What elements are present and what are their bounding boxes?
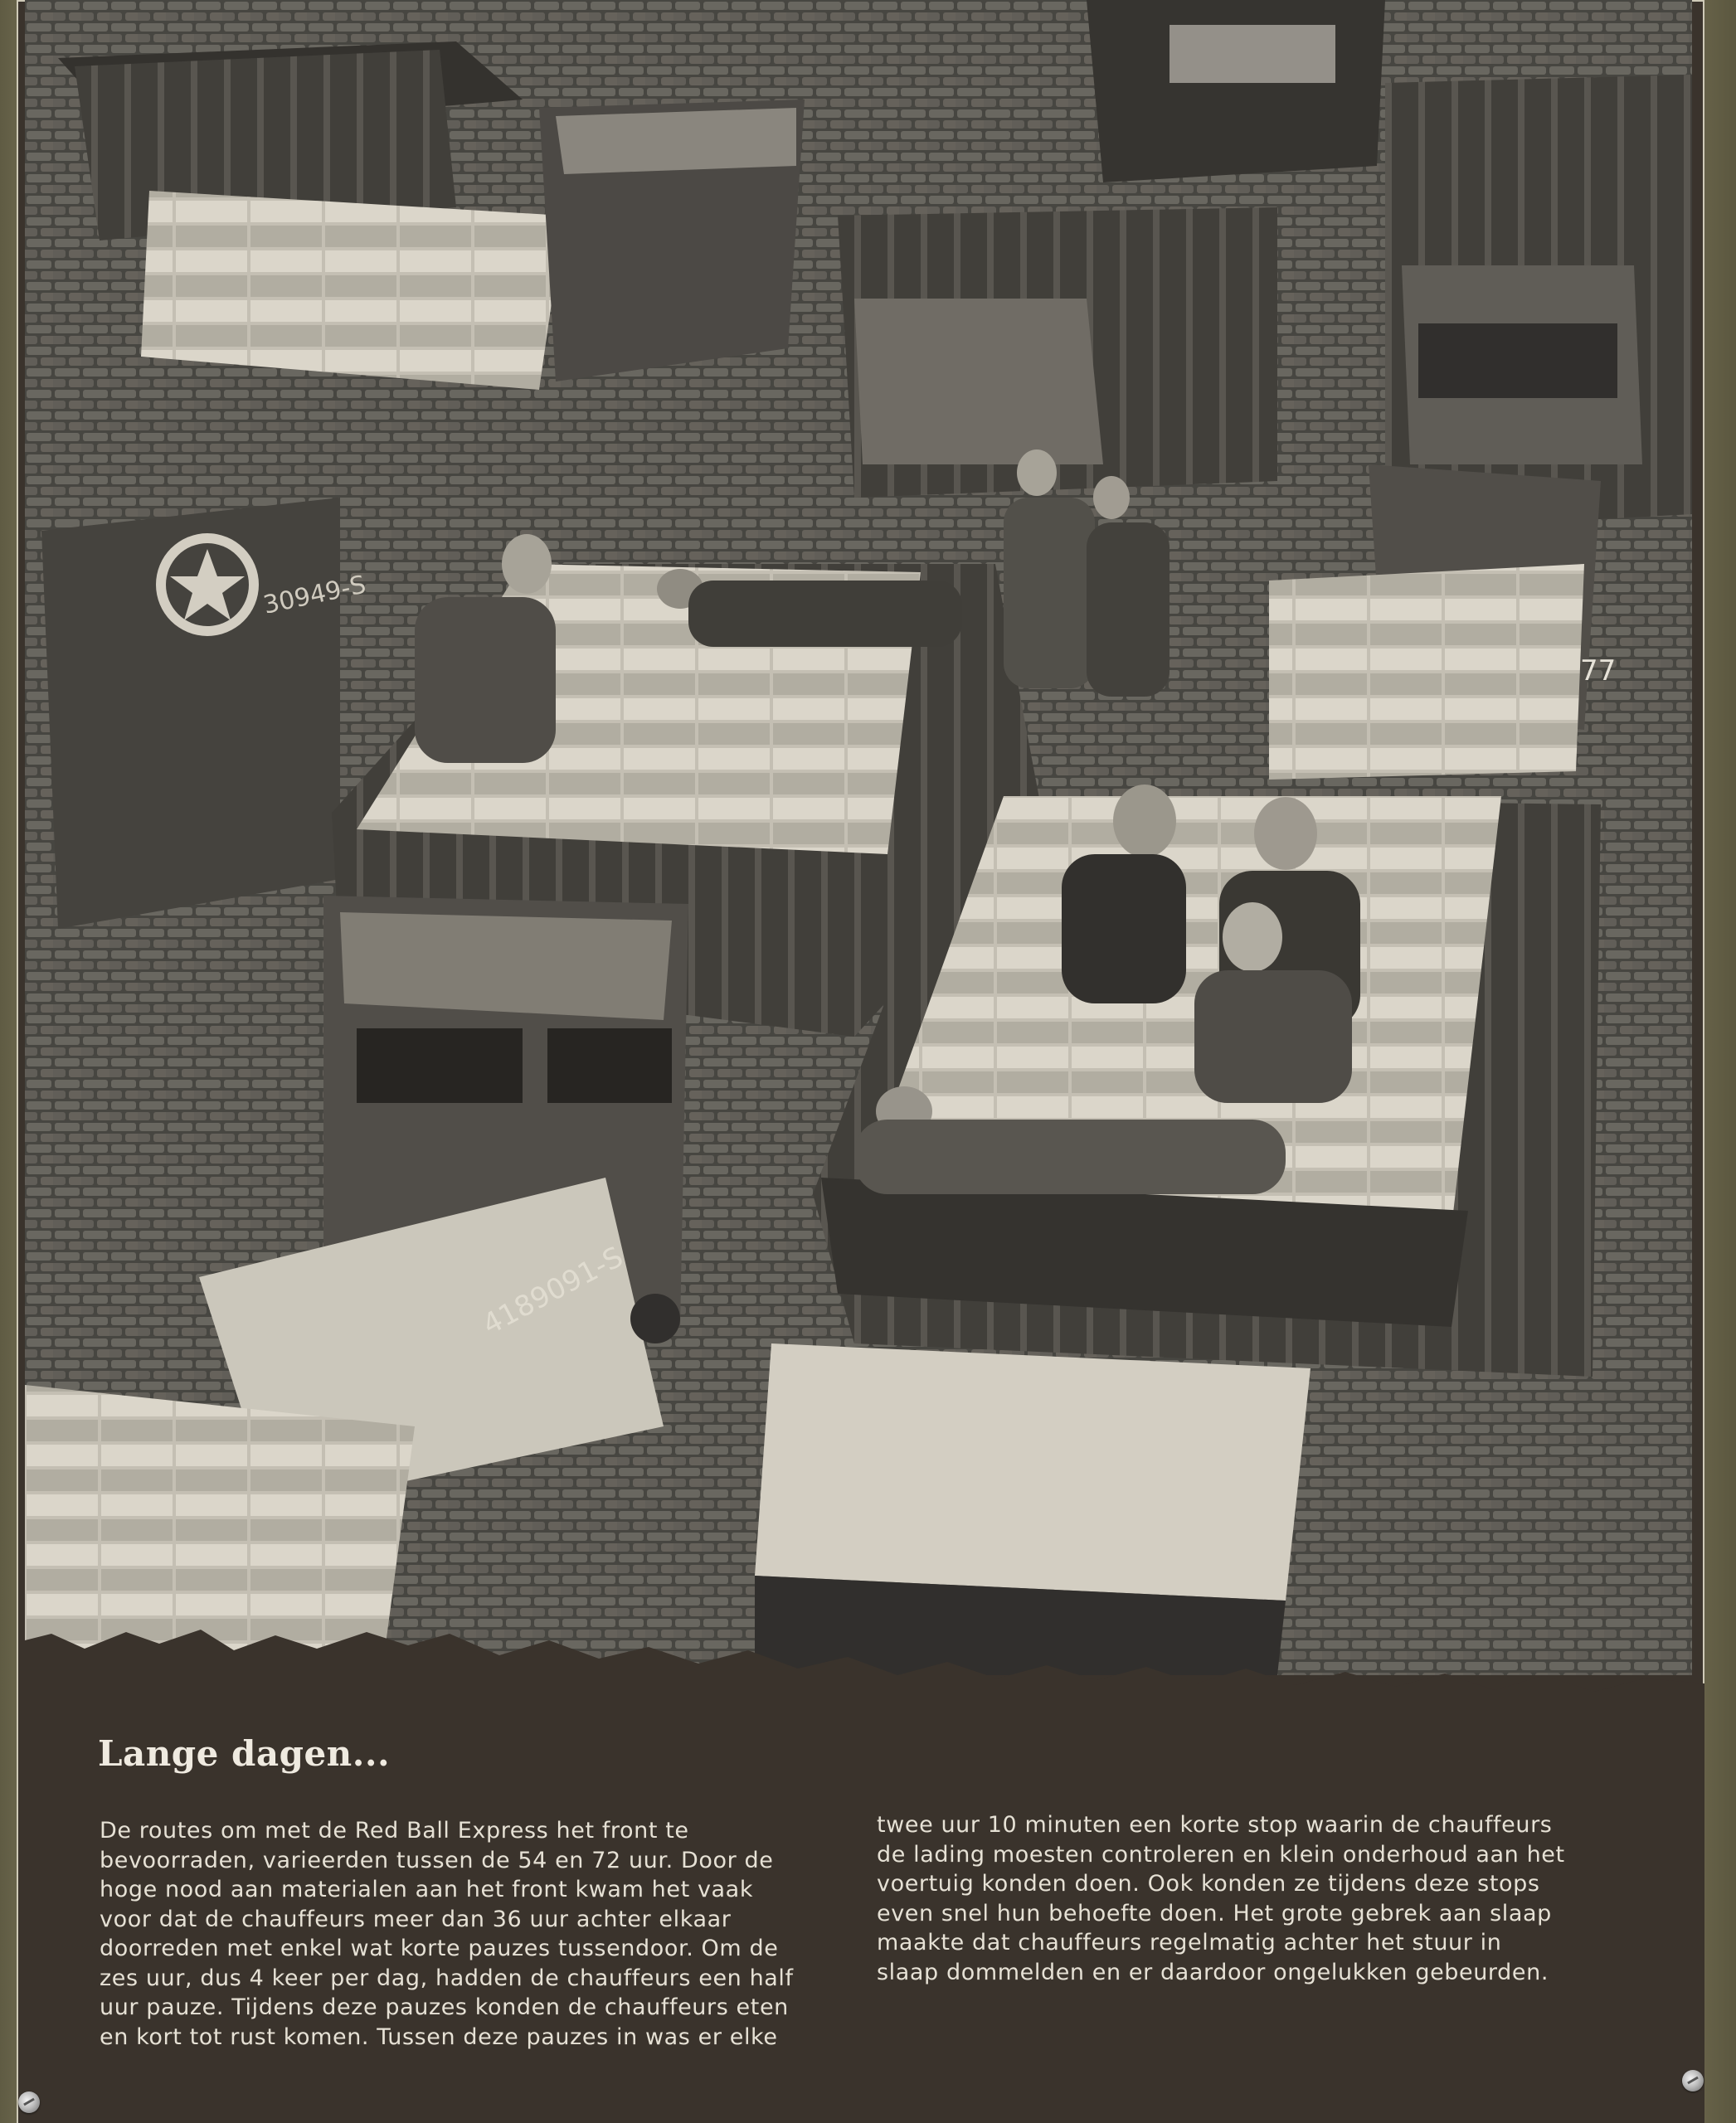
text-line: even snel hun behoefte doen. Het grote gebrek aan slaap xyxy=(877,1900,1552,1926)
panel-title: Lange dagen... xyxy=(98,1733,391,1774)
text-line: twee uur 10 minuten een korte stop waarin de chauffeurs xyxy=(877,1812,1553,1838)
marking-77: 77 xyxy=(1580,654,1617,687)
screw-icon xyxy=(18,2091,40,2113)
text-line: de lading moesten controleren en klein onderhoud aan het xyxy=(877,1841,1565,1868)
text-line: doorreden met enkel wat korte pauzes tussendoor. Om de xyxy=(100,1936,779,1961)
marking-4189091: 4189091-S xyxy=(477,1240,629,1342)
screw-icon xyxy=(1682,2070,1704,2091)
convoy-photo-illustration xyxy=(25,0,1692,1675)
body-text-right xyxy=(877,1810,1623,1987)
text-line: De routes om met de Red Ball Express het front te xyxy=(100,1818,689,1844)
body-text-left xyxy=(100,1816,863,2052)
text-line: en kort tot rust komen. Tussen deze pauzes in was er elke xyxy=(100,2023,778,2050)
text-line: bevoorraden, varieerden tussen de 54 en 72 uur. Door de xyxy=(100,1847,774,1873)
text-line: hoge nood aan materialen aan het front kwam het vaak xyxy=(100,1877,754,1902)
text-line: zes uur, dus 4 keer per dag, hadden de chauffeurs een half xyxy=(100,1965,794,1991)
marking-30949: 30949-S xyxy=(260,570,369,620)
historical-photo xyxy=(25,0,1692,1675)
text-line: maakte dat chauffeurs regelmatig achter het stuur in xyxy=(877,1930,1502,1955)
text-line: voor dat de chauffeurs meer dan 36 uur achter elkaar xyxy=(100,1906,732,1932)
text-line: uur pauze. Tijdens deze pauzes konden de chauffeurs eten xyxy=(100,1994,789,2020)
text-line: voertuig konden doen. Ook konden ze tijdens deze stops xyxy=(877,1871,1540,1897)
text-line: slaap dommelden en er daardoor ongelukken gebeurden. xyxy=(877,1959,1549,1985)
